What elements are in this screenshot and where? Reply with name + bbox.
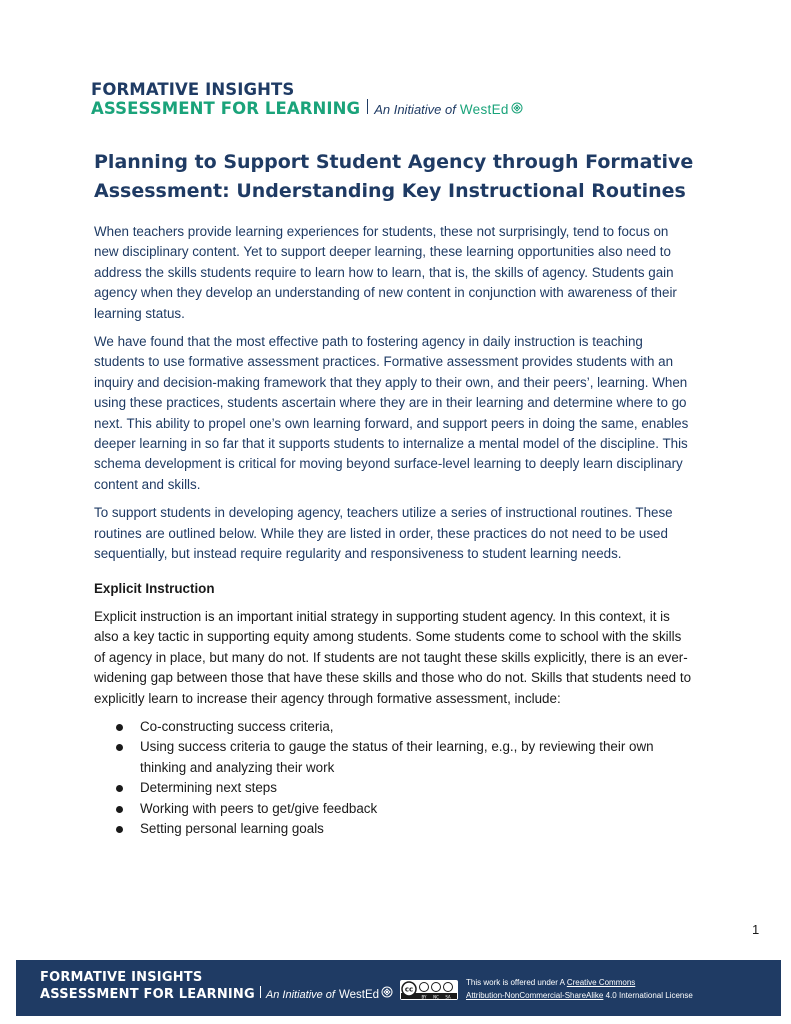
footer-initiative-text: An Initiative of xyxy=(265,989,335,1001)
page-number: 1 xyxy=(752,922,760,937)
list-item: Co-constructing success criteria, xyxy=(116,717,694,737)
footer-wested-logo-icon xyxy=(381,986,393,998)
license-prefix: This work is offered under A xyxy=(466,978,565,987)
brand-title-line1: FORMATIVE INSIGHTS xyxy=(91,80,295,99)
license-type-link[interactable]: Attribution-NonCommercial-ShareAlike xyxy=(466,991,604,1000)
cc-badge-label-nc: NC xyxy=(433,994,439,1000)
footer-branding xyxy=(40,969,393,1004)
list-item: Using success criteria to gauge the status of their learning, e.g., by reviewing their own thinking and analyzing their work xyxy=(116,737,694,778)
footer-brand-divider xyxy=(260,986,261,998)
brand-title-line2-row xyxy=(91,99,523,120)
license-line2 xyxy=(466,989,693,1002)
list-item: Working with peers to get/give feedback xyxy=(116,799,694,819)
license-suffix: 4.0 International License xyxy=(605,991,693,1000)
document-title: Planning to Support Student Agency through Formative Assessment: Understanding Key Instructional Routines xyxy=(94,151,694,202)
list-item: Determining next steps xyxy=(116,778,694,798)
intro-paragraph-2: We have found that the most effective path to fostering agency in daily instruction is teaching students to use formative assessment practices. Formative assessment provides students with an inquiry and decision-making framework that they apply to their own, and their peers’, learning. When using these practices, students ascertain where they are in their learning and determine where to go next. This ability to propel one’s own learning forward, and support peers in doing the same, enables deeper learning in so far that it supports students to internalize a mental model of the discipline. This schema development is critical for moving beyond surface-level learning to deeply learn disciplinary content and skills. xyxy=(94,334,689,492)
footer-brand-line2-row xyxy=(40,986,393,1004)
license-line1 xyxy=(466,976,693,989)
footer-wested-logo-text: WestEd xyxy=(338,989,380,1001)
intro-paragraph-1: When teachers provide learning experiences for students, these not surprisingly, tend to focus on new disciplinary content. Yet to support deeper learning, these learning opportunities also need to address the skills students require to learn how to learn, that is, the skills of agency. Students gain agency when they develop an understanding of new content in conjunction with awareness of their learning status. xyxy=(94,224,677,321)
initiative-text: An Initiative of xyxy=(374,102,456,117)
brand-title-line2: ASSESSMENT FOR LEARNING xyxy=(91,99,361,118)
skills-list xyxy=(94,717,694,839)
wested-logo-text: WestEd xyxy=(459,102,509,117)
cc-license-badge-icon[interactable] xyxy=(400,980,458,1000)
brand-divider xyxy=(367,99,368,114)
list-item: Setting personal learning goals xyxy=(116,819,694,839)
footer-brand-line1: FORMATIVE INSIGHTS xyxy=(40,970,203,985)
document-body xyxy=(94,222,694,839)
license-text xyxy=(466,976,693,1002)
wested-logo-icon xyxy=(511,102,523,114)
cc-badge-label-sa: SA xyxy=(445,994,451,1000)
section-heading: Explicit Instruction xyxy=(94,580,215,596)
footer-brand-line2: ASSESSMENT FOR LEARNING xyxy=(40,987,255,1002)
creative-commons-link[interactable]: Creative Commons xyxy=(566,978,636,987)
intro-paragraph-3: To support students in developing agency, teachers utilize a series of instructional routines. These routines are outlined below. While they are listed in order, these practices do not need to be used sequentially, but instead require regularity and responsiveness to student learning needs. xyxy=(94,505,673,562)
section-paragraph: Explicit instruction is an important initial strategy in supporting student agency. In this context, it is also a key tactic in supporting equity among students. Some students come to school with the skills of agency in place, but many do not. If students are not taught these skills explicitly, there is an ever-widening gap between those that have these skills and those who do not. Skills that students need to explicitly learn to increase their agency through formative assessment, include: xyxy=(94,608,692,706)
cc-badge-label-by: BY xyxy=(421,994,427,1000)
cc-badge-label-cc: cc xyxy=(404,985,414,994)
footer-bar xyxy=(16,960,781,1016)
header-branding xyxy=(91,80,523,120)
